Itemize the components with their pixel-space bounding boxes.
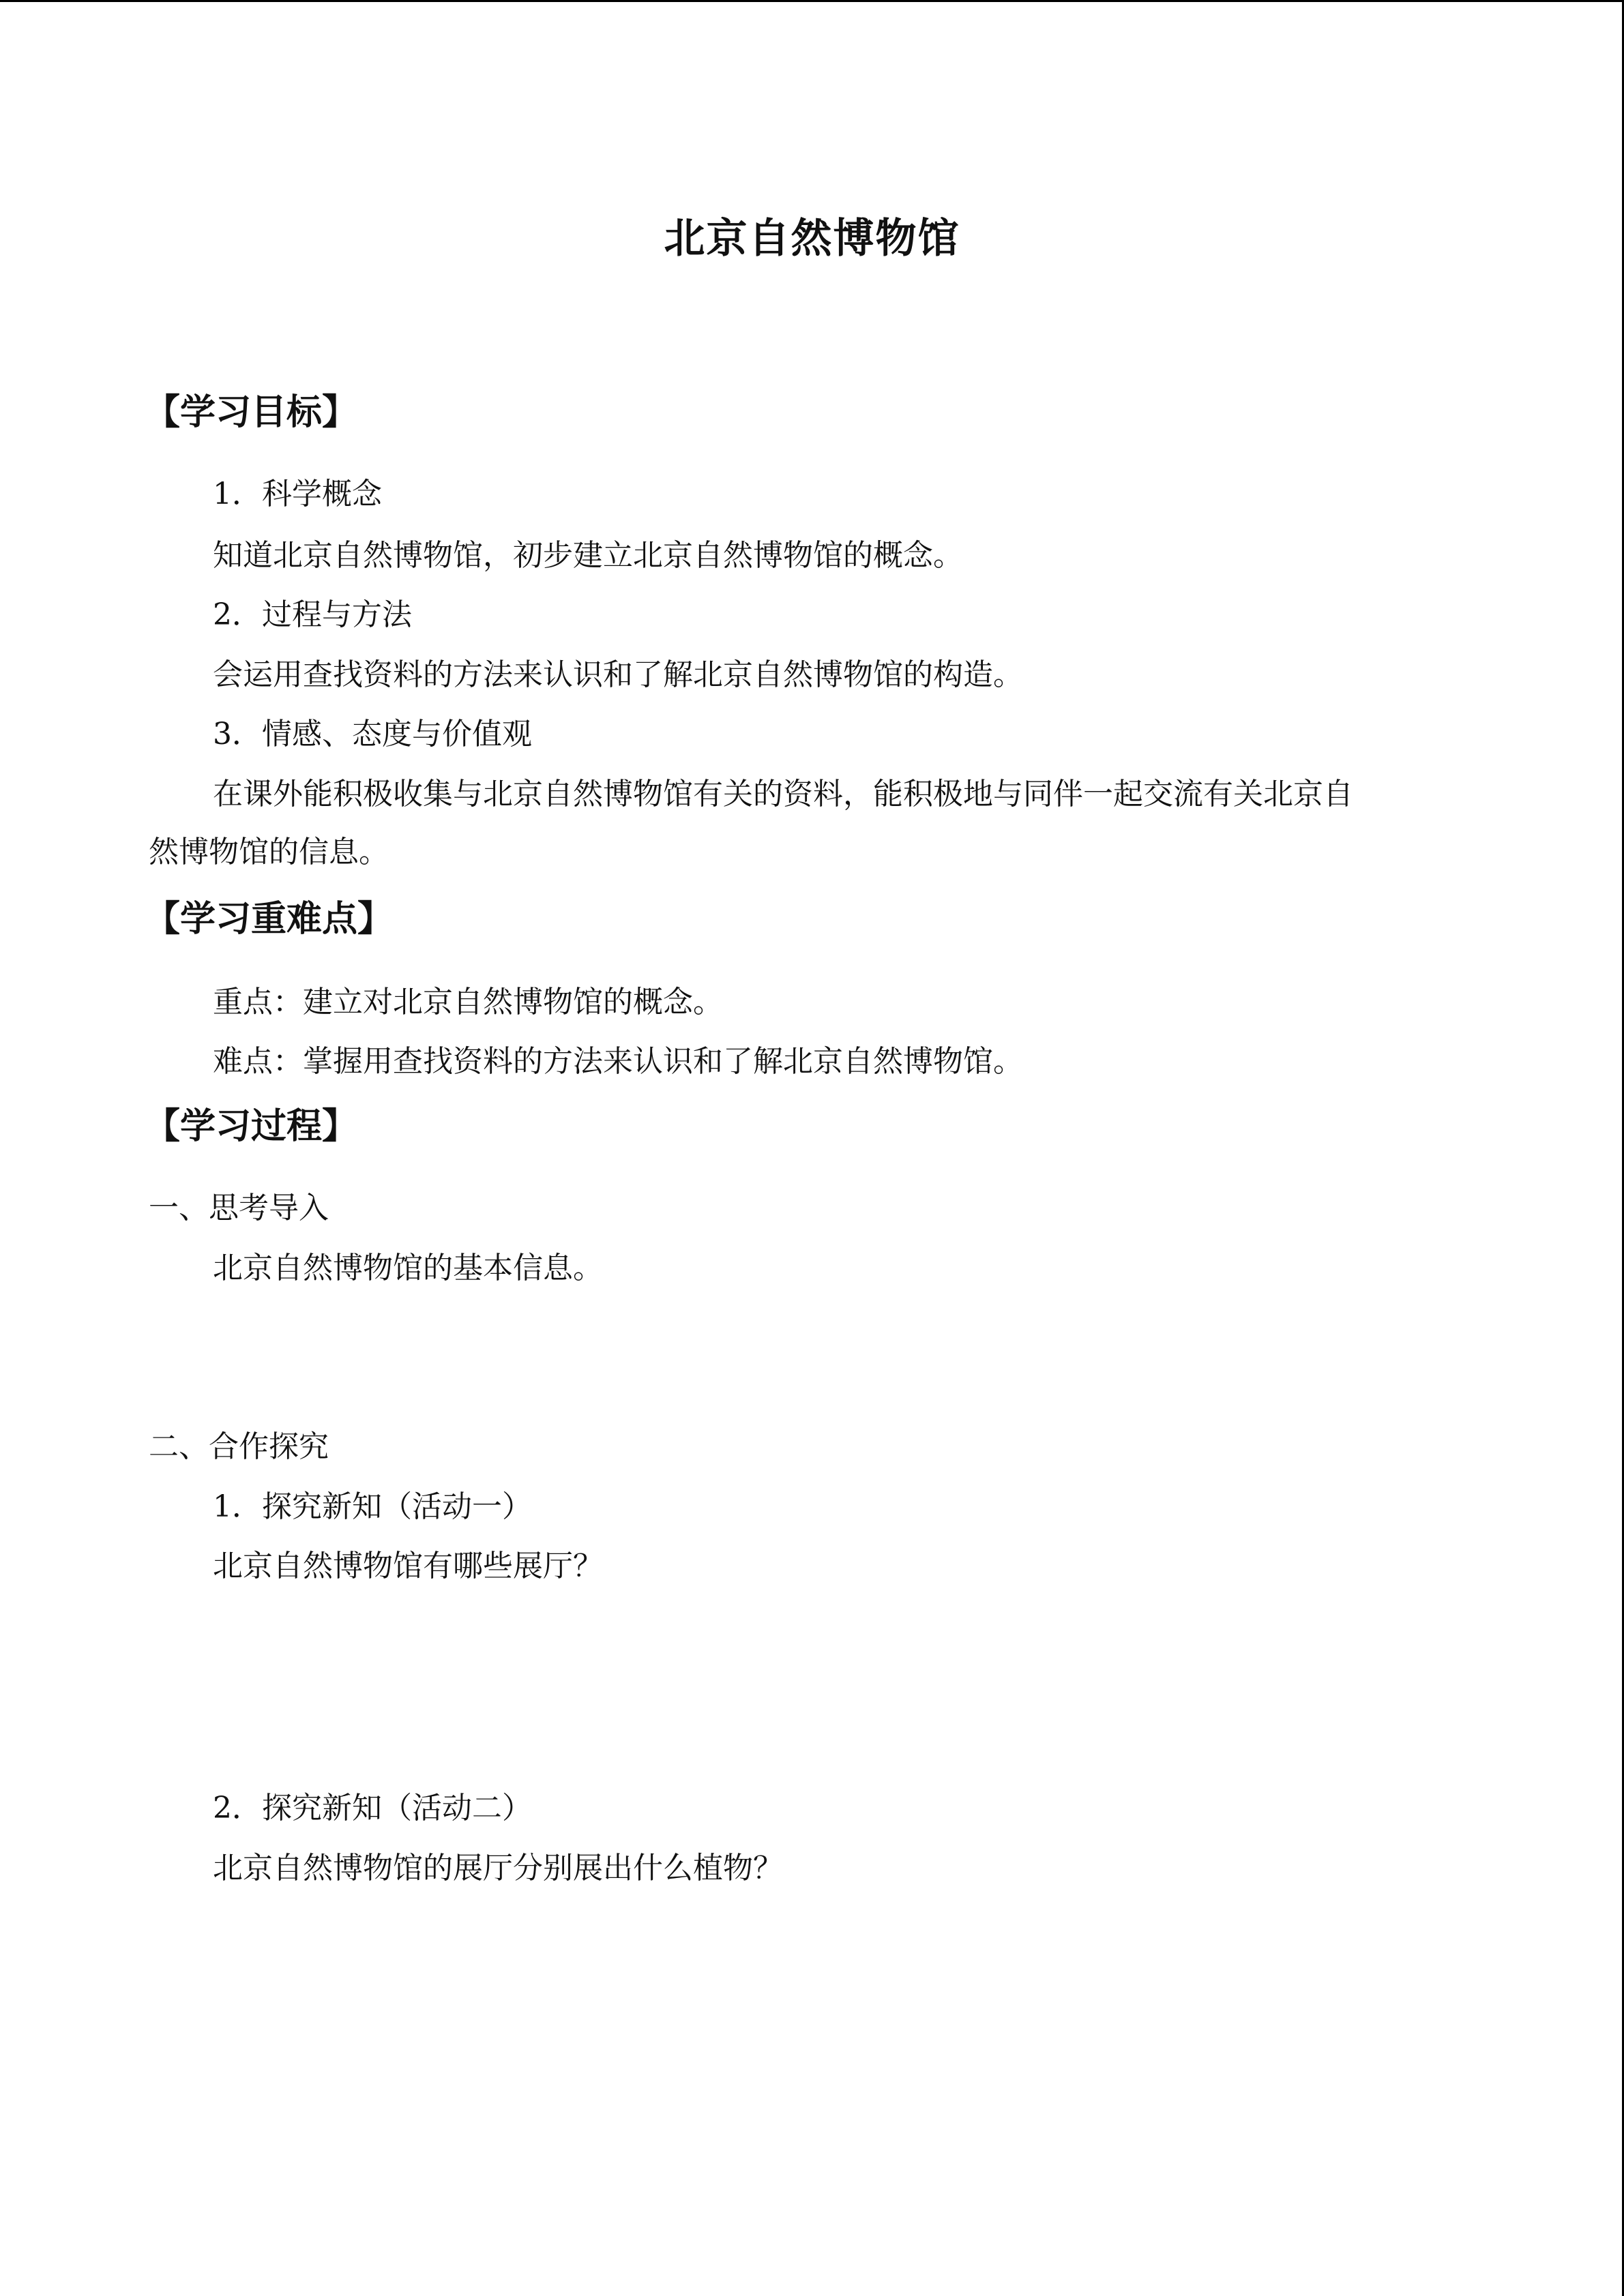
process-heading: 【学习过程】 <box>145 1106 358 1147</box>
activity-2-label: 2．探究新知（活动二） <box>213 1791 532 1825</box>
part-1-text: 北京自然博物馆的基本信息。 <box>213 1251 603 1285</box>
objective-1-label: 1．科学概念 <box>213 477 382 511</box>
objective-3-text-line1: 在课外能积极收集与北京自然博物馆有关的资料，能积极地与同伴一起交流有关北京自 <box>213 777 1353 811</box>
page-title: 北京自然博物馆 <box>664 215 960 263</box>
objective-2-label: 2．过程与方法 <box>213 597 412 632</box>
objective-1-text: 知道北京自然博物馆，初步建立北京自然博物馆的概念。 <box>213 538 963 573</box>
activity-1-label: 1．探究新知（活动一） <box>213 1489 532 1524</box>
key-points-heading: 【学习重难点】 <box>145 899 394 940</box>
objective-3-label: 3．情感、态度与价值观 <box>213 717 532 751</box>
objectives-heading: 【学习目标】 <box>145 392 358 433</box>
difficult-point-text: 难点：掌握用查找资料的方法来认识和了解北京自然博物馆。 <box>213 1044 1023 1079</box>
activity-2-question: 北京自然博物馆的展厅分别展出什么植物？ <box>213 1851 783 1885</box>
objective-3-text-line2: 然博物馆的信息。 <box>149 835 389 869</box>
objective-2-text: 会运用查找资料的方法来认识和了解北京自然博物馆的构造。 <box>213 657 1023 692</box>
part-1-title: 一、思考导入 <box>149 1191 329 1225</box>
activity-1-question: 北京自然博物馆有哪些展厅？ <box>213 1549 603 1583</box>
part-2-title: 二、合作探究 <box>149 1429 329 1464</box>
key-point-text: 重点：建立对北京自然博物馆的概念。 <box>213 985 723 1019</box>
